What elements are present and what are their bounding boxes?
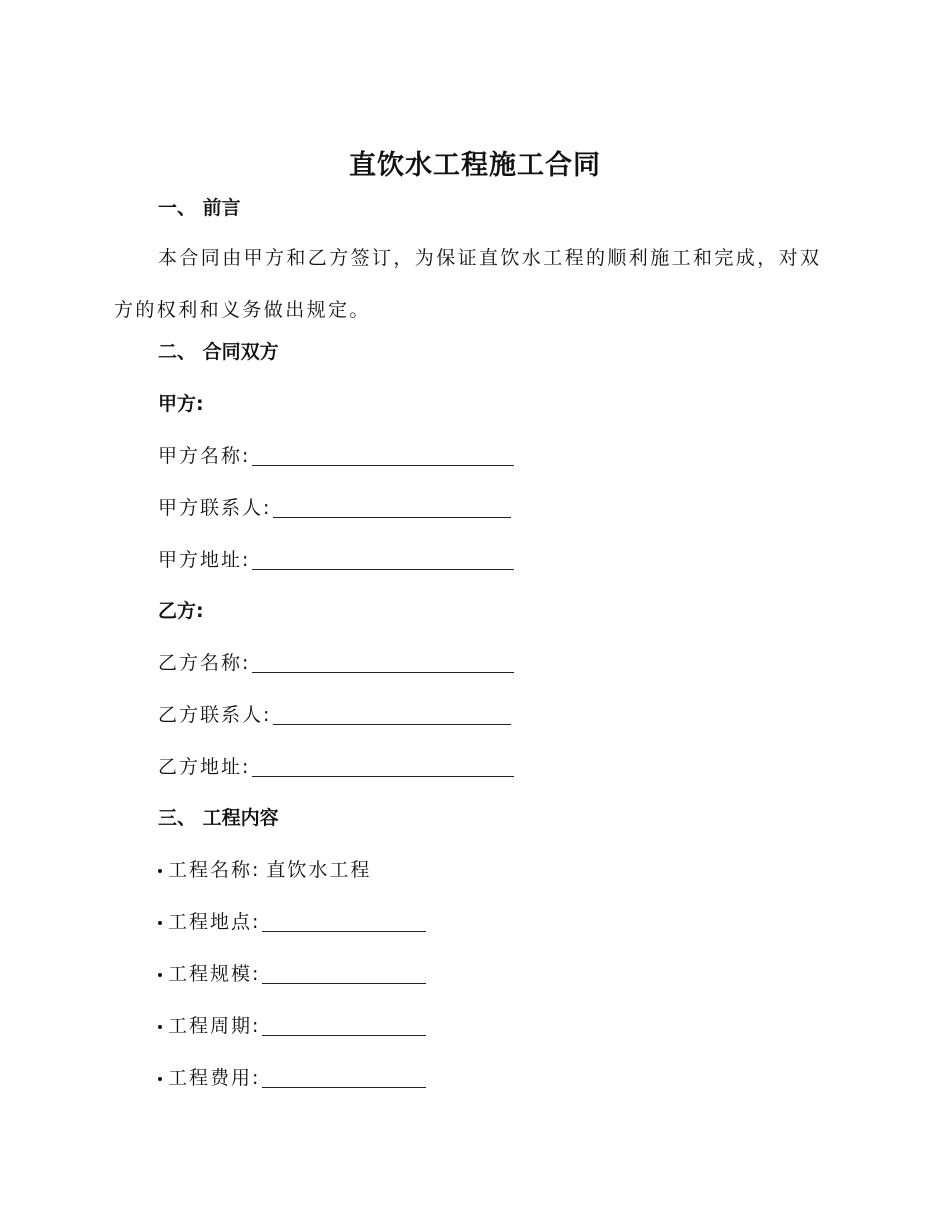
preface-paragraph: 本合同由甲方和乙方签订，为保证直饮水工程的顺利施工和完成，对双方的权利和义务做出规定。 [114, 247, 822, 321]
bullet-dot-icon [158, 921, 162, 925]
party-a-label: 甲方: [158, 393, 204, 415]
project-item-value: 直饮水工程 [266, 859, 372, 881]
project-cost-blank[interactable] [262, 1065, 426, 1088]
project-location-blank[interactable] [262, 909, 426, 932]
party-a-address-label: 甲方地址: [158, 549, 251, 571]
party-b-name-blank[interactable] [252, 650, 514, 673]
party-b-contact-label: 乙方联系人: [158, 704, 272, 726]
party-b-name-label: 乙方名称: [158, 652, 251, 674]
project-item-label: 工程名称: [168, 859, 261, 881]
bullet-dot-icon [158, 1077, 162, 1081]
party-b-address-field[interactable] [158, 753, 514, 781]
project-item-label: 工程地点: [168, 911, 261, 933]
party-b-address-label: 乙方地址: [158, 756, 251, 778]
project-item[interactable] [158, 1064, 426, 1092]
party-a-address-blank[interactable] [252, 547, 514, 570]
project-scale-blank[interactable] [262, 961, 426, 984]
party-a-contact-blank[interactable] [273, 495, 511, 518]
party-b-label: 乙方: [158, 600, 204, 622]
party-a-contact-field[interactable] [158, 494, 511, 522]
party-a-name-field[interactable] [158, 442, 514, 470]
bullet-dot-icon [158, 869, 162, 873]
project-item-label: 工程费用: [168, 1067, 261, 1089]
section-heading-parties: 二、 合同双方 [158, 341, 279, 363]
project-item-label: 工程规模: [168, 963, 261, 985]
party-a-address-field[interactable] [158, 546, 514, 574]
party-a-name-blank[interactable] [252, 443, 514, 466]
project-item[interactable] [158, 960, 426, 988]
section-heading-project: 三、 工程内容 [158, 807, 279, 829]
party-b-contact-blank[interactable] [273, 702, 511, 725]
party-b-contact-field[interactable] [158, 701, 511, 729]
bullet-dot-icon [158, 1025, 162, 1029]
party-a-contact-label: 甲方联系人: [158, 497, 272, 519]
project-item[interactable] [158, 908, 426, 936]
party-a-name-label: 甲方名称: [158, 445, 251, 467]
document-title: 直饮水工程施工合同 [349, 150, 601, 181]
bullet-dot-icon [158, 973, 162, 977]
project-item-label: 工程周期: [168, 1015, 261, 1037]
project-period-blank[interactable] [262, 1013, 426, 1036]
project-item[interactable] [158, 1012, 426, 1040]
party-b-address-blank[interactable] [252, 754, 514, 777]
project-item [158, 856, 371, 884]
section-heading-preface: 一、 前言 [158, 197, 241, 219]
party-b-name-field[interactable] [158, 649, 514, 677]
